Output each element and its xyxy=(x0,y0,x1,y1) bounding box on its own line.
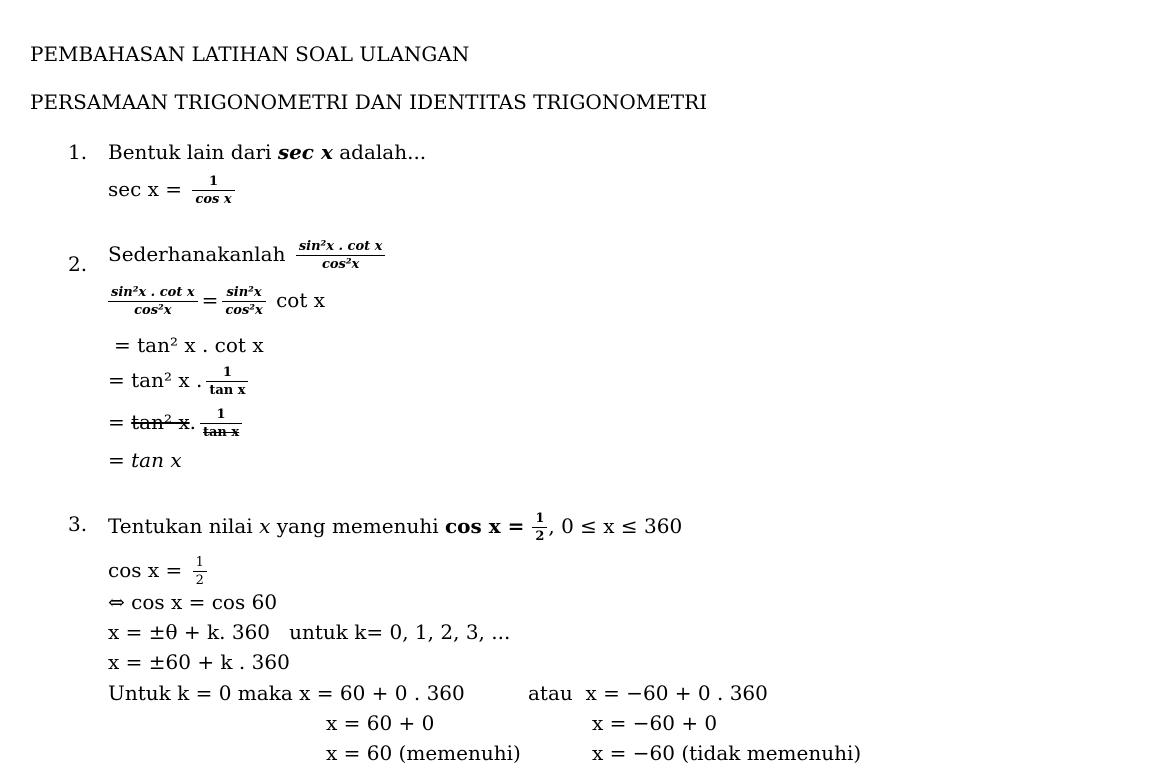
q2-step4-strike: tan² x xyxy=(131,410,190,434)
q3-s1-den: 2 xyxy=(195,573,204,588)
q2-step-2: = tan² x . cot x xyxy=(114,333,264,357)
q3-step-3: x = ±θ + k. 360 untuk k= 0, 1, 2, 3, ... xyxy=(108,620,511,644)
q3-question xyxy=(108,512,682,543)
q1-number: 1. xyxy=(68,140,88,164)
q2-step1-rhs-fraction xyxy=(222,286,265,317)
q2-step-1 xyxy=(108,286,325,317)
q3-question-bold: cos x = xyxy=(444,514,532,538)
q2-step4-eq: = xyxy=(108,410,132,434)
q3-question-num: 1 xyxy=(532,512,547,528)
q1-answer xyxy=(108,175,239,206)
q2-question-num: sin²x . cot x xyxy=(296,240,386,256)
q1-question xyxy=(108,140,426,164)
q2-number: 2. xyxy=(68,252,88,276)
q3-step-6-left: x = 60 + 0 xyxy=(326,711,435,735)
q2-step1-lhs-fraction xyxy=(108,286,198,317)
q3-question-fraction xyxy=(532,512,547,543)
q1-answer-num: 1 xyxy=(192,175,234,191)
q3-s1-fraction xyxy=(193,556,207,587)
q2-question-fraction xyxy=(296,240,386,271)
q3-step-7-right: x = −60 (tidak memenuhi) xyxy=(592,741,862,765)
q3-s1-lhs: cos x = xyxy=(108,558,189,582)
q3-question-mid: yang memenuhi xyxy=(270,514,445,538)
q2-step3-num: 1 xyxy=(206,366,248,382)
q2-step1-lhs-num: sin²x . cot x xyxy=(108,286,198,302)
q3-step-7-left: x = 60 (memenuhi) xyxy=(326,741,521,765)
q3-step-5-right: atau x = −60 + 0 . 360 xyxy=(528,681,768,705)
q3-step-6-right: x = −60 + 0 xyxy=(592,711,718,735)
q3-question-den: 2 xyxy=(535,529,545,544)
q2-step-4 xyxy=(108,408,246,439)
q1-answer-fraction xyxy=(192,175,234,206)
q2-step3-den: tan x xyxy=(209,383,246,398)
q1-answer-den: cos x xyxy=(195,192,232,207)
q2-step4-den: tan x xyxy=(202,425,240,440)
q3-s1-num: 1 xyxy=(193,556,207,572)
q2-step3-pre: = tan² x . xyxy=(108,368,203,392)
q2-step-3 xyxy=(108,366,252,397)
q1-question-pre: Bentuk lain dari xyxy=(108,140,278,164)
q2-step3-fraction xyxy=(206,366,248,397)
q2-step4-dot: . xyxy=(189,410,196,434)
q2-question xyxy=(108,240,389,271)
q3-step-4: x = ±60 + k . 360 xyxy=(108,650,290,674)
q2-question-text: Sederhanakanlah xyxy=(108,242,292,266)
q3-step-1 xyxy=(108,556,211,587)
q2-step1-lhs-den: cos²x xyxy=(134,303,172,318)
q2-step1-tail: cot x xyxy=(269,288,326,312)
q2-step1-rhs-den: cos²x xyxy=(225,303,263,318)
q3-question-x: x xyxy=(259,514,271,538)
q2-question-den: cos²x xyxy=(321,257,360,272)
q2-step1-equals: = xyxy=(201,288,219,312)
q1-question-post: adalah... xyxy=(332,140,427,164)
q2-step4-num: 1 xyxy=(200,408,242,424)
q3-number: 3. xyxy=(68,512,88,536)
q3-step-5-left: Untuk k = 0 maka x = 60 + 0 . 360 xyxy=(108,681,465,705)
q1-answer-lhs: sec x = xyxy=(108,177,189,201)
q3-question-pre: Tentukan nilai xyxy=(108,514,260,538)
q2-step1-rhs-num: sin²x xyxy=(222,286,265,302)
q3-question-post: , 0 ≤ x ≤ 360 xyxy=(548,514,683,538)
q2-step-5: = tan x xyxy=(108,448,182,472)
q3-step-2: ⇔ cos x = cos 60 xyxy=(108,590,278,614)
title-line-2: PERSAMAAN TRIGONOMETRI DAN IDENTITAS TRIGONOMETRI xyxy=(30,90,708,114)
title-line-1: PEMBAHASAN LATIHAN SOAL ULANGAN xyxy=(30,42,470,66)
q2-step4-fraction xyxy=(200,408,242,439)
q1-question-bold: sec x xyxy=(277,140,333,164)
